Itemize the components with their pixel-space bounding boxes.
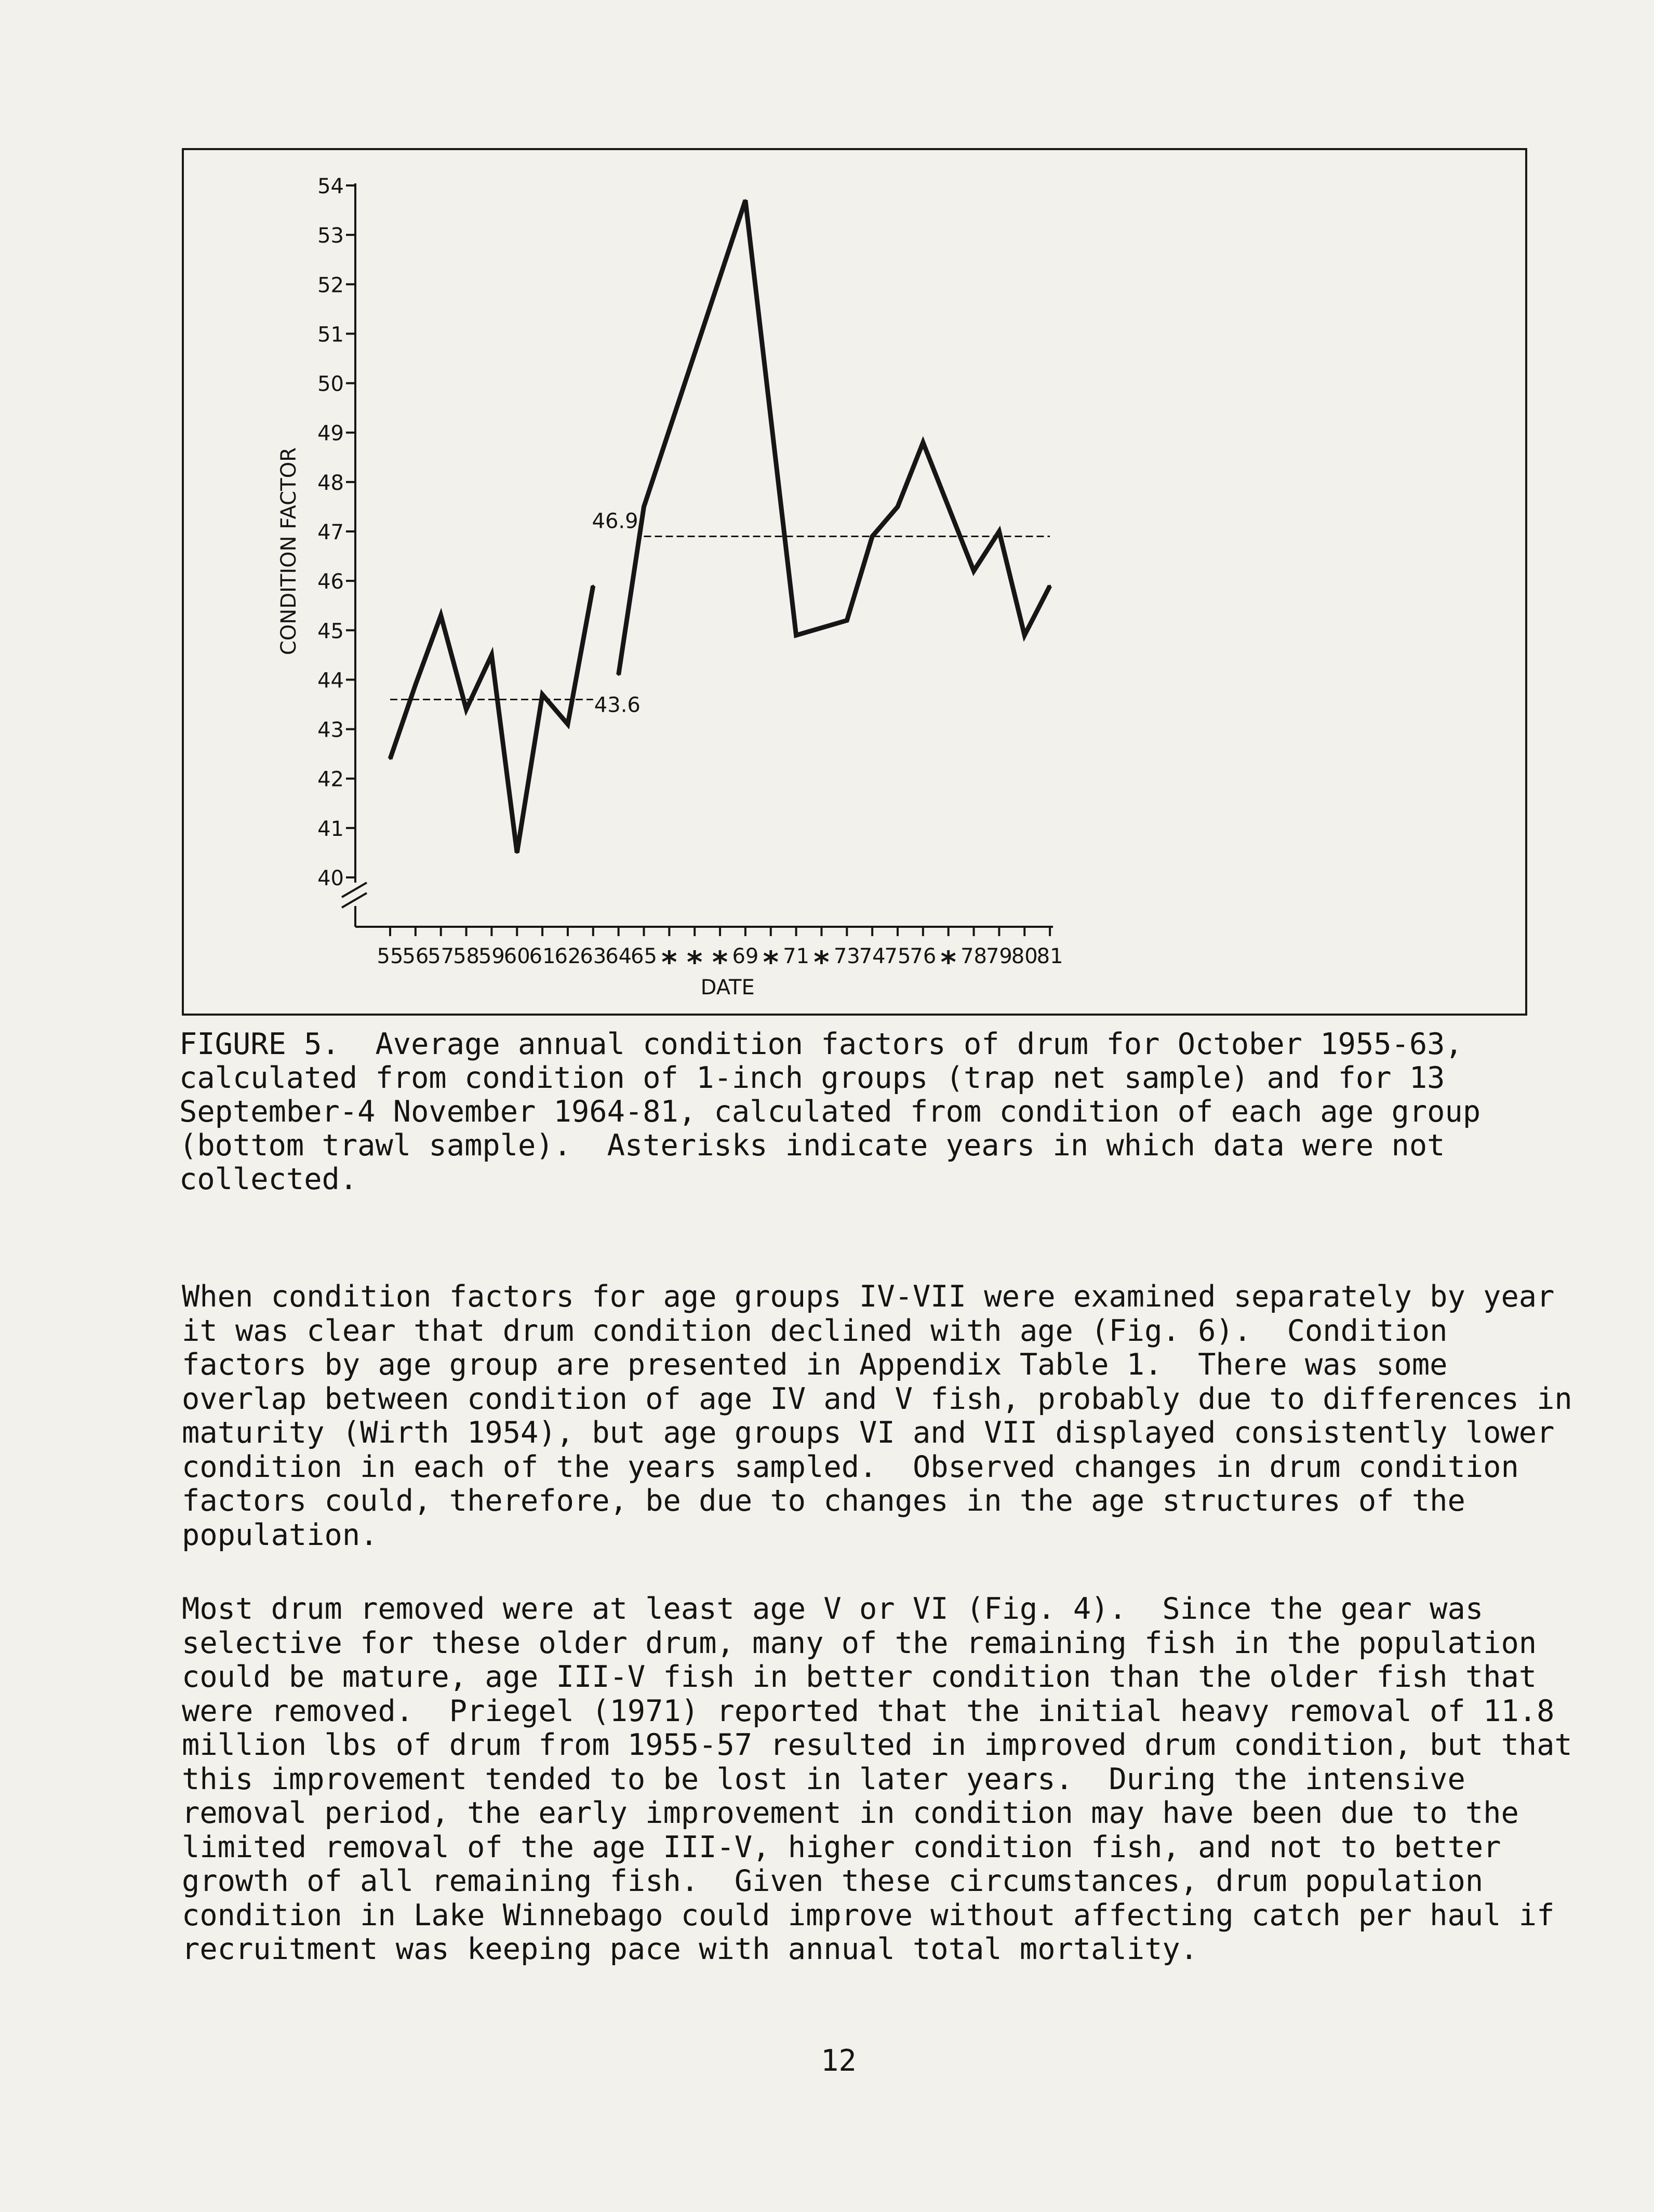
x-tick-label: 62 <box>554 944 581 968</box>
body-paragraph-1 <box>182 1280 1572 1552</box>
x-tick-label: 63 <box>580 944 607 968</box>
y-axis-title: CONDITION FACTOR <box>277 447 301 656</box>
x-tick-label: 75 <box>884 944 911 968</box>
x-tick-label-asterisk: * <box>687 944 703 980</box>
paragraph-line: recruitment was keeping pace with annual total mortality. <box>182 1932 1198 1966</box>
data-point <box>490 654 492 656</box>
mean-reference-label: 46.9 <box>592 509 638 534</box>
x-tick-label: 78 <box>961 944 988 968</box>
y-tick-label: 48 <box>317 471 344 495</box>
paragraph-line: it was clear that drum condition declined with age (Fig. 6). Condition <box>182 1313 1448 1348</box>
caption-line: (bottom trawl sample). Asterisks indicate years in which data were not <box>179 1128 1445 1163</box>
mean-reference-label: 43.6 <box>594 693 641 717</box>
x-tick-label: 60 <box>503 944 530 968</box>
x-tick-label: 58 <box>453 944 480 968</box>
x-tick-label: 71 <box>783 944 810 968</box>
data-point <box>998 530 1000 532</box>
body-paragraph-2 <box>182 1592 1572 1967</box>
data-point <box>922 442 924 444</box>
paragraph-line: When condition factors for age groups IV-VII were examined separately by year <box>182 1280 1555 1314</box>
page-number: 12 <box>821 2044 857 2078</box>
x-tick-label: 80 <box>1011 944 1038 968</box>
y-tick-label: 44 <box>317 669 344 693</box>
y-tick-label: 50 <box>317 372 344 396</box>
x-tick-label-asterisk: * <box>763 944 779 980</box>
caption-line: calculated from condition of 1-inch groups (trap net sample) and for 13 <box>179 1061 1445 1095</box>
x-tick-label-asterisk: * <box>661 944 677 980</box>
paragraph-line: limited removal of the age III-V, higher condition fish, and not to better <box>182 1830 1501 1864</box>
x-tick-label: 56 <box>402 944 429 968</box>
data-point <box>846 619 848 621</box>
data-point <box>1049 585 1051 587</box>
paragraph-line: factors by age group are presented in Appendix Table 1. There was some <box>182 1348 1448 1382</box>
x-tick-label: 81 <box>1036 944 1063 968</box>
x-tick-label: 74 <box>859 944 886 968</box>
x-tick-label: 59 <box>478 944 505 968</box>
paragraph-line: population. <box>182 1517 378 1552</box>
x-tick-label: 79 <box>985 944 1012 968</box>
data-point <box>871 536 873 538</box>
paragraph-line: Most drum removed were at least age V or VI (Fig. 4). Since the gear was <box>182 1592 1484 1626</box>
line-chart <box>184 150 1525 1014</box>
paragraph-line: were removed. Priegel (1971) reported that the initial heavy removal of 11.8 <box>182 1694 1555 1728</box>
y-tick-label: 52 <box>317 273 344 298</box>
x-tick-label-asterisk: * <box>712 944 728 980</box>
y-tick-label: 49 <box>317 421 344 446</box>
data-point <box>897 505 899 508</box>
data-series-line <box>390 586 593 853</box>
paragraph-line: condition in Lake Winnebago could improve without affecting catch per haul if <box>182 1898 1555 1933</box>
x-tick-label-asterisk: * <box>940 944 956 980</box>
data-point <box>440 615 442 617</box>
paragraph-line: overlap between condition of age IV and V fish, probably due to differences in <box>182 1381 1572 1416</box>
paragraph-line: million lbs of drum from 1955-57 resulted in improved drum condition, but that <box>182 1728 1572 1762</box>
y-tick-label: 54 <box>317 175 344 198</box>
y-tick-label: 47 <box>317 521 344 544</box>
caption-line: collected. <box>179 1162 358 1196</box>
x-tick-label: 73 <box>833 944 860 968</box>
caption-line: September-4 November 1964-81, calculated from condition of each age group <box>179 1095 1481 1129</box>
y-tick-label: 40 <box>317 867 344 890</box>
data-point <box>541 694 543 696</box>
x-tick-label: 55 <box>377 944 404 968</box>
figure-5-chart <box>182 148 1527 1016</box>
data-point <box>592 585 594 587</box>
x-tick-label: 61 <box>529 944 556 968</box>
data-point <box>465 709 468 711</box>
y-tick-label: 43 <box>317 718 344 742</box>
data-point <box>618 674 620 676</box>
y-tick-label: 41 <box>317 817 344 841</box>
x-tick-label: 65 <box>631 944 657 968</box>
paragraph-line: selective for these older drum, many of the remaining fish in the population <box>182 1625 1537 1660</box>
data-point <box>744 199 746 202</box>
y-tick-label: 46 <box>317 570 344 594</box>
paragraph-line: condition in each of the years sampled. Observed changes in drum condition <box>182 1449 1519 1484</box>
paragraph-line: this improvement tended to be lost in later years. During the intensive <box>182 1762 1465 1796</box>
paragraph-line: could be mature, age III-V fish in better condition than the older fish that <box>182 1660 1537 1694</box>
y-tick-label: 45 <box>317 619 344 644</box>
paragraph-line: factors could, therefore, be due to changes in the age structures of the <box>182 1484 1465 1518</box>
data-point <box>516 851 518 854</box>
caption-line: FIGURE 5. Average annual condition factors of drum for October 1955-63, <box>179 1027 1463 1061</box>
figure-caption <box>179 1028 1530 1196</box>
data-point <box>567 723 569 725</box>
data-point <box>1023 634 1025 636</box>
data-series-line <box>619 201 1050 675</box>
data-point <box>415 684 417 686</box>
x-tick-label-asterisk: * <box>813 944 830 980</box>
paragraph-line: removal period, the early improvement in condition may have been due to the <box>182 1796 1519 1830</box>
y-tick-label: 42 <box>317 767 344 792</box>
y-tick-label: 53 <box>317 224 344 248</box>
x-tick-label: 69 <box>732 944 759 968</box>
paragraph-line: growth of all remaining fish. Given these circumstances, drum population <box>182 1864 1484 1898</box>
x-tick-label: 64 <box>605 944 632 968</box>
paragraph-line: maturity (Wirth 1954), but age groups VI and VII displayed consistently lower <box>182 1416 1555 1450</box>
x-tick-label: 76 <box>910 944 937 968</box>
data-point <box>973 570 975 572</box>
data-point <box>795 634 797 636</box>
y-tick-label: 51 <box>317 323 344 347</box>
x-axis-title: DATE <box>700 976 755 1000</box>
data-point <box>389 758 391 760</box>
data-point <box>643 505 645 508</box>
x-tick-label: 57 <box>428 944 455 968</box>
